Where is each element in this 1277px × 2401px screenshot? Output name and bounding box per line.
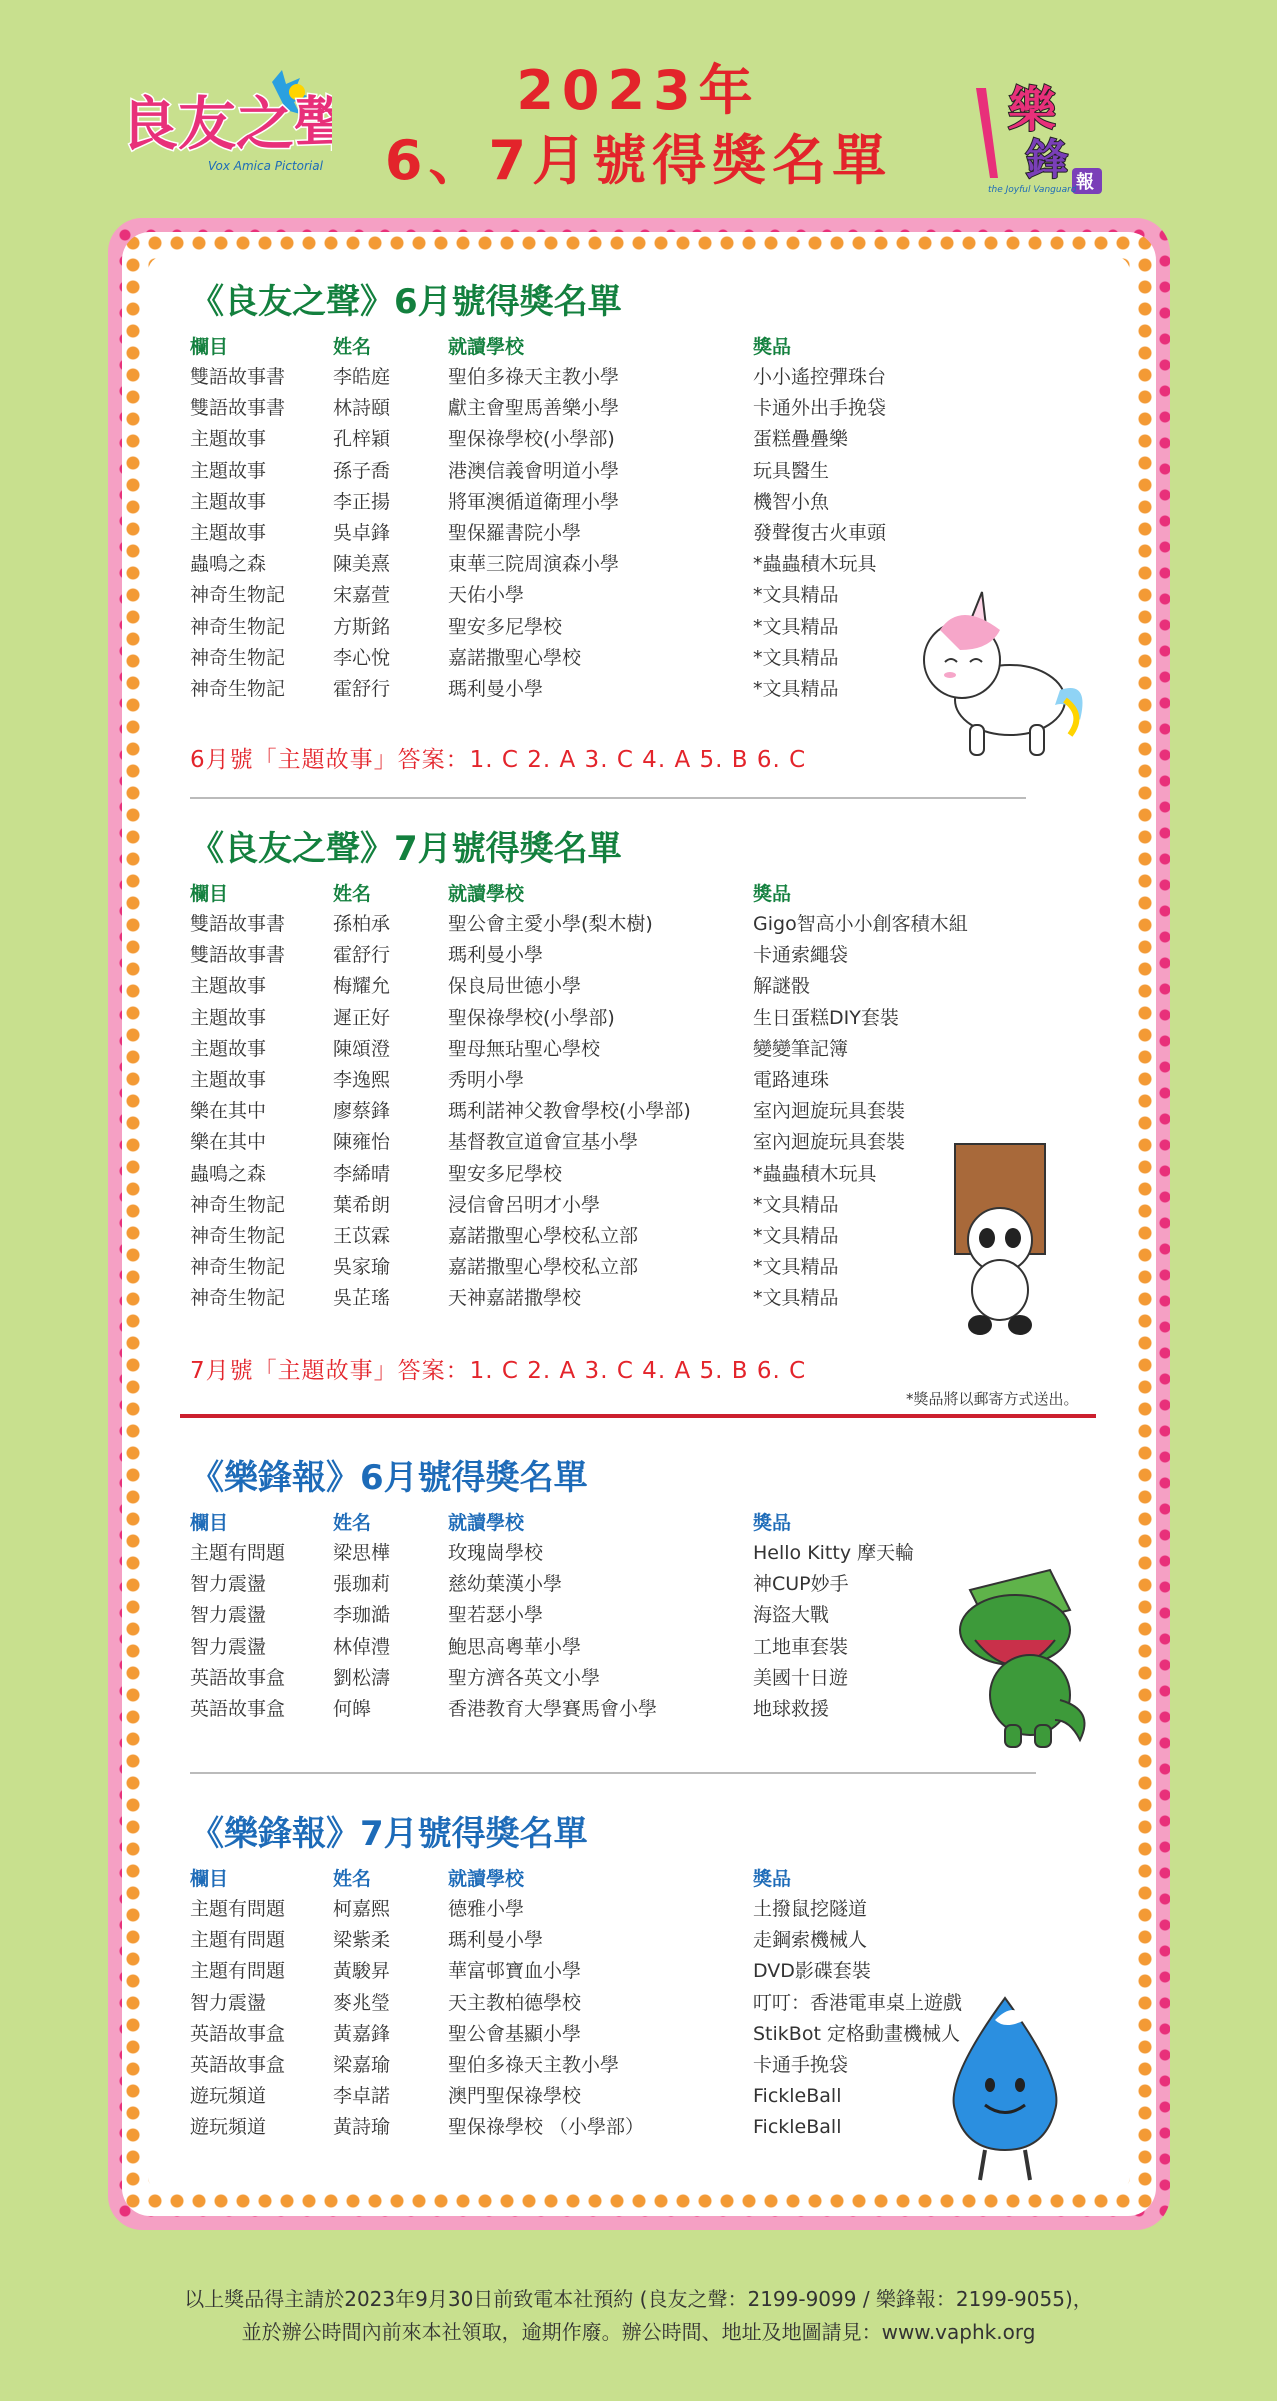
row-prize: 美國十日遊 [753, 1666, 849, 1689]
divider-red [180, 1414, 1096, 1418]
row-prize: 蛋糕疊疊樂 [753, 428, 849, 451]
row-name: 梁嘉瑜 [333, 2054, 391, 2077]
row-prize: 卡通索繩袋 [753, 944, 849, 967]
row-prize: *文具精品 [753, 1193, 839, 1216]
row-school: 浸信會呂明才小學 [448, 1193, 601, 1216]
col-header-prize: 獎品 [753, 336, 792, 358]
row-name: 方斯銘 [333, 615, 391, 638]
row-school: 聖安多尼學校 [448, 1162, 563, 1185]
row-prize: DVD影碟套裝 [753, 1960, 871, 1983]
row-category: 主題有問題 [190, 1542, 286, 1564]
row-school: 聖公會主愛小學(梨木樹) [448, 913, 653, 935]
row-name: 李絺晴 [333, 1162, 391, 1185]
row-name: 李心悅 [333, 646, 391, 669]
col-header-category: 欄目 [190, 883, 229, 905]
row-category: 智力震盪 [190, 1991, 267, 2014]
row-name: 黃嘉鋒 [333, 2022, 391, 2045]
row-school: 嘉諾撒聖心學校 [448, 646, 582, 669]
row-prize: 走鋼索機械人 [753, 1929, 868, 1952]
row-category: 主題故事 [190, 975, 267, 998]
svg-text:報: 報 [1076, 172, 1094, 193]
section-title: 《良友之聲》6月號得獎名單 [190, 282, 622, 322]
row-school: 天主教柏德學校 [448, 1991, 582, 2014]
row-name: 陳雍怡 [333, 1131, 391, 1154]
col-header-category: 欄目 [190, 336, 229, 358]
col-header-name: 姓名 [333, 1868, 372, 1890]
row-name: 孫柏承 [333, 913, 391, 935]
row-prize: 叮叮：香港電車桌上遊戲 [753, 1991, 963, 2014]
row-prize: FickleBall [753, 2085, 842, 2108]
row-category: 主題故事 [190, 459, 267, 482]
row-name: 黃駿昇 [333, 1960, 391, 1983]
svg-text:樂: 樂 [1008, 82, 1057, 138]
row-name: 劉松濤 [333, 1666, 391, 1689]
row-category: 主題故事 [190, 428, 267, 451]
row-prize: *文具精品 [753, 584, 839, 607]
row-school: 聖保羅書院小學 [448, 522, 582, 545]
row-school: 瑪利諾神父教會學校(小學部) [448, 1100, 691, 1123]
row-category: 遊玩頻道 [190, 2085, 267, 2108]
row-name: 孔梓穎 [333, 428, 391, 451]
row-name: 李逸熙 [333, 1069, 391, 1092]
answer-july: 7月號「主題故事」答案：1. C 2. A 3. C 4. A 5. B 6. C [190, 1358, 807, 1384]
row-category: 樂在其中 [190, 1131, 267, 1154]
row-prize: 機智小魚 [753, 490, 830, 513]
row-prize: Hello Kitty 摩天輪 [753, 1542, 915, 1564]
row-name: 梅耀允 [333, 975, 391, 998]
col-header-prize: 獎品 [753, 1868, 792, 1890]
row-category: 神奇生物記 [190, 646, 286, 669]
row-school: 天佑小學 [448, 584, 525, 607]
row-prize: 小小遙控彈珠台 [753, 366, 887, 388]
row-name: 宋嘉萱 [333, 584, 391, 607]
row-school: 秀明小學 [448, 1069, 525, 1092]
title-year: 2023年 [516, 59, 761, 122]
row-prize: *文具精品 [753, 1256, 839, 1279]
row-name: 柯嘉熙 [333, 1898, 391, 1920]
row-school: 澳門聖保祿學校 [448, 2085, 582, 2108]
svg-text:良友之聲: 良友之聲 [120, 90, 332, 158]
col-header-prize: 獎品 [753, 1512, 792, 1534]
row-school: 聖保祿學校(小學部) [448, 1006, 615, 1029]
row-prize: 解謎骰 [753, 975, 811, 998]
row-category: 神奇生物記 [190, 1287, 286, 1310]
row-name: 李皓庭 [333, 366, 391, 388]
mail-note: *獎品將以郵寄方式送出。 [906, 1390, 1079, 1408]
row-prize: 神CUP妙手 [753, 1573, 849, 1596]
row-name: 陳頌澄 [333, 1037, 391, 1060]
row-school: 保良局世德小學 [448, 975, 582, 998]
row-school: 嘉諾撒聖心學校私立部 [448, 1225, 639, 1248]
row-school: 聖伯多祿天主教小學 [448, 366, 620, 388]
col-header-category: 欄目 [190, 1512, 229, 1534]
footer-line-1: 以上獎品得主請於2023年9月30日前致電本社預約 (良友之聲：2199-9099 / 樂鋒報：2199-9055)， [184, 2287, 1093, 2311]
row-category: 智力震盪 [190, 1573, 267, 1596]
section-title: 《良友之聲》7月號得獎名單 [190, 829, 622, 869]
row-name: 霍舒行 [333, 944, 391, 967]
row-name: 李卓諾 [333, 2085, 391, 2108]
row-school: 聖若瑟小學 [448, 1604, 544, 1627]
row-name: 林倬澧 [333, 1635, 391, 1658]
row-category: 英語故事盒 [190, 1698, 286, 1721]
row-prize: *文具精品 [753, 1225, 839, 1248]
row-school: 聖公會基顯小學 [448, 2022, 582, 2045]
winners-table [190, 1508, 1110, 1538]
row-name: 李珈澔 [333, 1604, 391, 1627]
row-category: 主題故事 [190, 490, 267, 513]
row-name: 孫子喬 [333, 459, 391, 482]
divider [190, 797, 1026, 799]
row-category: 神奇生物記 [190, 1256, 286, 1279]
section-title: 《樂鋒報》7月號得獎名單 [190, 1814, 588, 1854]
row-name: 霍舒行 [333, 678, 391, 701]
row-name: 吳卓鋒 [333, 522, 391, 545]
row-prize: 土撥鼠挖隧道 [753, 1898, 868, 1920]
row-school: 鮑思高粵華小學 [448, 1635, 582, 1658]
row-name: 梁思樺 [333, 1542, 391, 1564]
row-category: 神奇生物記 [190, 584, 286, 607]
col-header-school: 就讀學校 [448, 883, 525, 905]
row-prize: FickleBall [753, 2116, 842, 2139]
row-name: 陳美熹 [333, 553, 391, 576]
row-category: 英語故事盒 [190, 1666, 286, 1689]
col-header-school: 就讀學校 [448, 1868, 525, 1890]
row-school: 聖保祿學校(小學部) [448, 428, 615, 451]
panda-mascot-icon [935, 1140, 1065, 1344]
row-school: 慈幼葉漢小學 [448, 1573, 563, 1596]
row-prize: 室內迴旋玩具套裝 [753, 1100, 906, 1123]
row-category: 神奇生物記 [190, 1225, 286, 1248]
row-category: 智力震盪 [190, 1635, 267, 1658]
row-name: 王苡霖 [333, 1225, 391, 1248]
row-prize: StikBot 定格動畫機械人 [753, 2022, 960, 2045]
row-school: 聖母無玷聖心學校 [448, 1037, 601, 1060]
row-category: 主題有問題 [190, 1898, 286, 1920]
row-category: 智力震盪 [190, 1604, 267, 1627]
row-school: 聖方濟各英文小學 [448, 1666, 601, 1689]
row-category: 雙語故事書 [190, 366, 286, 388]
row-prize: 室內迴旋玩具套裝 [753, 1131, 906, 1154]
col-header-name: 姓名 [333, 883, 372, 905]
row-prize: 海盜大戰 [753, 1604, 830, 1627]
row-school: 聖保祿學校 （小學部） [448, 2116, 645, 2139]
footer-line-2: 並於辦公時間內前來本社領取，逾期作廢。辦公時間、地址及地圖請見：www.vaphk.org [241, 2320, 1036, 2344]
col-header-prize: 獎品 [753, 883, 792, 905]
row-prize: 玩具醫生 [753, 459, 830, 482]
row-name: 林詩頤 [333, 397, 391, 420]
row-name: 張珈莉 [333, 1573, 391, 1596]
col-header-school: 就讀學校 [448, 1512, 525, 1534]
col-header-name: 姓名 [333, 1512, 372, 1534]
row-prize: 發聲復古火車頭 [753, 522, 887, 545]
row-prize: 地球救援 [753, 1698, 830, 1721]
row-name: 葉希朗 [333, 1193, 391, 1216]
divider [190, 1772, 1036, 1774]
row-prize: 卡通外出手挽袋 [753, 397, 887, 420]
row-category: 神奇生物記 [190, 1193, 286, 1216]
svg-text:Vox Amica Pictorial: Vox Amica Pictorial [208, 159, 323, 173]
row-category: 神奇生物記 [190, 678, 286, 701]
answer-june: 6月號「主題故事」答案：1. C 2. A 3. C 4. A 5. B 6. C [190, 747, 807, 773]
row-prize: 生日蛋糕DIY套裝 [753, 1006, 899, 1029]
row-school: 瑪利曼小學 [448, 1929, 544, 1952]
row-prize: *蟲蟲積木玩具 [753, 553, 877, 576]
row-name: 吳家瑜 [333, 1256, 391, 1279]
row-school: 獻主會聖馬善樂小學 [448, 397, 620, 420]
row-category: 主題故事 [190, 1037, 267, 1060]
row-school: 德雅小學 [448, 1898, 525, 1920]
row-category: 雙語故事書 [190, 944, 286, 967]
row-category: 主題故事 [190, 1069, 267, 1092]
row-category: 蟲鳴之森 [190, 1162, 267, 1185]
row-category: 神奇生物記 [190, 615, 286, 638]
row-prize: *文具精品 [753, 1287, 839, 1310]
row-category: 英語故事盒 [190, 2054, 286, 2077]
row-school: 瑪利曼小學 [448, 678, 544, 701]
row-prize: *蟲蟲積木玩具 [753, 1162, 877, 1185]
winners-table [190, 879, 1110, 909]
row-name: 麥兆瑩 [333, 1991, 391, 2014]
row-prize: 變變筆記簿 [753, 1037, 849, 1060]
row-prize: 電路連珠 [753, 1069, 830, 1092]
row-name: 梁紫柔 [333, 1929, 391, 1952]
row-prize: *文具精品 [753, 615, 839, 638]
row-category: 雙語故事書 [190, 397, 286, 420]
col-header-name: 姓名 [333, 336, 372, 358]
row-category: 主題故事 [190, 522, 267, 545]
row-name: 李正揚 [333, 490, 391, 513]
row-name: 何皞 [333, 1698, 372, 1721]
row-name: 遲正好 [333, 1006, 391, 1029]
row-school: 港澳信義會明道小學 [448, 459, 620, 482]
row-category: 樂在其中 [190, 1100, 267, 1123]
footer-notice [0, 2283, 1277, 2349]
unicorn-mascot-icon [900, 590, 1090, 774]
row-category: 蟲鳴之森 [190, 553, 267, 576]
winners-table [190, 332, 1110, 362]
row-prize: Gigo智高小小創客積木組 [753, 913, 968, 935]
row-school: 瑪利曼小學 [448, 944, 544, 967]
section-title: 《樂鋒報》6月號得獎名單 [190, 1458, 588, 1498]
title-main: 6、7月號得獎名單 [384, 129, 893, 192]
row-category: 主題有問題 [190, 1929, 286, 1952]
joyful-vanguard-logo [968, 68, 1118, 198]
row-name: 吳芷瑤 [333, 1287, 391, 1310]
row-school: 將軍澳循道衛理小學 [448, 490, 620, 513]
row-school: 東華三院周演森小學 [448, 553, 620, 576]
row-name: 廖蔡鋒 [333, 1100, 391, 1123]
row-category: 雙語故事書 [190, 913, 286, 935]
col-header-category: 欄目 [190, 1868, 229, 1890]
row-school: 香港教育大學賽馬會小學 [448, 1698, 658, 1721]
row-school: 華富邨寶血小學 [448, 1960, 582, 1983]
row-school: 天神嘉諾撒學校 [448, 1287, 582, 1310]
row-school: 基督教宣道會宣基小學 [448, 1131, 639, 1154]
row-category: 主題有問題 [190, 1960, 286, 1983]
water-drop-mascot-icon [925, 1990, 1085, 2194]
row-prize: *文具精品 [753, 646, 839, 669]
row-category: 英語故事盒 [190, 2022, 286, 2045]
row-name: 黃詩瑜 [333, 2116, 391, 2139]
winners-table [190, 1864, 1110, 1894]
row-prize: *文具精品 [753, 678, 839, 701]
row-school: 聖伯多祿天主教小學 [448, 2054, 620, 2077]
row-category: 遊玩頻道 [190, 2116, 267, 2139]
dinosaur-mascot-icon [930, 1560, 1100, 1754]
row-prize: 卡通手挽袋 [753, 2054, 849, 2077]
row-prize: 工地車套裝 [753, 1635, 849, 1658]
col-header-school: 就讀學校 [448, 336, 525, 358]
svg-text:the Joyful Vanguard: the Joyful Vanguard [988, 185, 1077, 195]
row-school: 嘉諾撒聖心學校私立部 [448, 1256, 639, 1279]
svg-text:鋒: 鋒 [1026, 135, 1069, 184]
row-school: 玫瑰崗學校 [448, 1542, 544, 1564]
row-category: 主題故事 [190, 1006, 267, 1029]
row-school: 聖安多尼學校 [448, 615, 563, 638]
